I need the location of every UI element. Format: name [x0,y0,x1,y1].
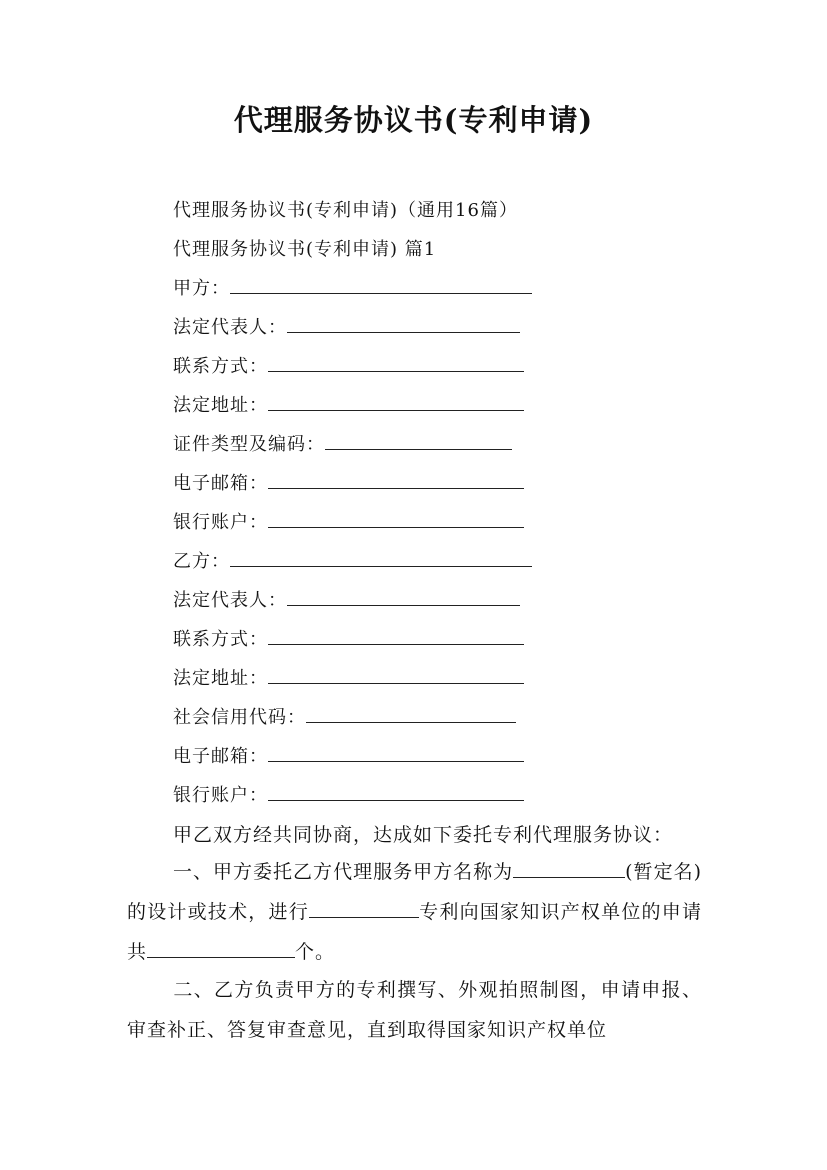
field-label: 证件类型及编码： [173,434,325,455]
fill-blank [309,897,419,918]
field-label: 法定地址： [173,668,268,689]
field-party-b-email [173,742,524,772]
clause-1 [127,852,702,972]
clause-2 [127,970,702,1050]
field-party-b-legal-rep [173,586,520,616]
fill-blank [268,626,524,645]
fill-blank [287,314,520,333]
field-label: 乙方： [173,551,230,572]
clause-1-text-b: (暂定名)的设计或技术，进行 [127,861,702,923]
clause-1-text-c: 专利向国家知识产权单位的申请共 [127,901,702,963]
field-party-a-email [173,469,524,499]
clause-1-text-a: 一、甲方委托乙方代理服务甲方名称为 [173,861,514,883]
field-label: 法定代表人： [173,317,287,338]
fill-blank [268,353,524,372]
clause-1-text-d: 个。 [295,941,336,963]
fill-blank [268,782,524,801]
document-title: 代理服务协议书(专利申请) [233,103,594,137]
field-label: 电子邮箱： [173,473,268,494]
field-label: 联系方式： [173,629,268,650]
fill-blank [230,275,532,294]
field-party-b-credit-code [173,703,516,733]
field-party-a-address [173,391,524,421]
fill-blank [325,431,512,450]
field-label: 电子邮箱： [173,746,268,767]
field-label: 银行账户： [173,785,268,806]
agreement-intro: 甲乙双方经共同协商，达成如下委托专利代理服务协议： [173,824,674,846]
field-party-b-address [173,664,524,694]
field-party-a-contact [173,352,524,382]
intro-line-article: 代理服务协议书(专利申请) 篇1 [173,239,437,260]
fill-blank [287,587,520,606]
intro-line-collection: 代理服务协议书(专利申请)（通用16篇） [173,200,518,221]
field-label: 甲方： [173,278,230,299]
field-label: 法定代表人： [173,590,287,611]
fill-blank [268,509,524,528]
fill-blank [513,857,625,878]
field-label: 银行账户： [173,512,268,533]
field-label: 法定地址： [173,395,268,416]
fill-blank [268,743,524,762]
fill-blank [147,937,295,958]
fill-blank [230,548,532,567]
fill-blank [268,470,524,489]
clause-2-text: 二、乙方负责甲方的专利撰写、外观拍照制图，申请申报、审查补正、答复审查意见，直到取得国家知识产权单位 [127,979,702,1041]
field-party-b-contact [173,625,524,655]
field-label: 社会信用代码： [173,707,306,728]
field-party-b-bank [173,781,524,811]
fill-blank [268,392,524,411]
field-party-b [173,547,532,577]
field-label: 联系方式： [173,356,268,377]
field-party-a-legal-rep [173,313,520,343]
field-party-a-bank [173,508,524,538]
field-party-a [173,274,532,304]
fill-blank [306,704,516,723]
fill-blank [268,665,524,684]
field-party-a-id-type [173,430,512,460]
